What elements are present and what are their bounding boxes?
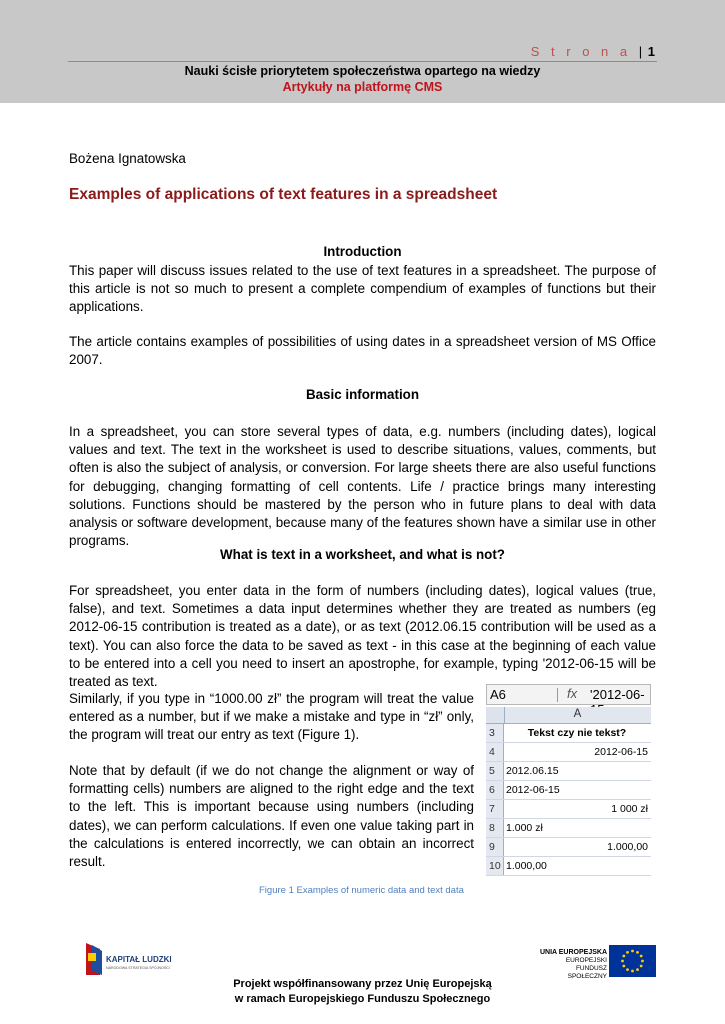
spreadsheet-figure bbox=[486, 684, 651, 876]
eu-line-2: EUROPEJSKI bbox=[565, 957, 607, 964]
text-section-paragraph-2: Similarly, if you type in “1000.00 zł” the program will treat the value entered as a number, but if we make a mistake and type in “zł” only, the program will treat our entry as text (Figure 1). bbox=[69, 691, 474, 743]
basic-info-paragraph: In a spreadsheet, you can store several types of data, e.g. numbers (including dates), logical values and text. The text in the worksheet is used to describe situations, values, comments, but often is also the subject of analysis, or conversion. For large sheets there are also useful functions for debugging, changing formatting of cell contents. Life / practice brings many interesting solutions. Functions should be mastered by the person who in future plans to deal with data analysis or software development, because many of the features shown have a similar use in other programs. bbox=[69, 424, 656, 549]
logo-yellow-shape bbox=[88, 953, 96, 961]
formula-bar-divider bbox=[557, 688, 558, 702]
row-number: 8 bbox=[486, 819, 504, 837]
eu-star bbox=[622, 965, 625, 968]
sheet-row bbox=[486, 724, 651, 743]
eu-fund-label bbox=[537, 949, 607, 981]
page-number-value: 1 bbox=[647, 44, 655, 59]
eu-star bbox=[636, 968, 639, 971]
formula-value: '2012-06- bbox=[590, 687, 645, 702]
page-header bbox=[0, 0, 725, 103]
eu-star bbox=[626, 968, 629, 971]
row-number: 9 bbox=[486, 838, 504, 856]
sheet-row bbox=[486, 819, 651, 838]
sheet-cell: 1.000,00 bbox=[607, 841, 648, 853]
fx-icon: fx bbox=[567, 686, 578, 701]
eu-star bbox=[631, 950, 634, 953]
eu-star bbox=[622, 955, 625, 958]
sheet-row bbox=[486, 838, 651, 857]
sheet-row bbox=[486, 762, 651, 781]
eu-line-1: UNIA EUROPEJSKA bbox=[539, 949, 607, 956]
row-number: 6 bbox=[486, 781, 504, 799]
select-all-corner bbox=[486, 707, 505, 723]
eu-star bbox=[626, 951, 629, 954]
eu-line-3: FUNDUSZ SPOŁECZNY bbox=[567, 965, 607, 980]
page-word: S t r o n a bbox=[530, 44, 632, 59]
author-name: Bożena Ignatowska bbox=[69, 151, 186, 166]
eu-star bbox=[636, 951, 639, 954]
intro-paragraph-2: The article contains examples of possibilities of using dates in a spreadsheet version of MS Office 2007. bbox=[69, 334, 656, 368]
intro-paragraph-1: This paper will discuss issues related to the use of text features in a spreadsheet. The purpose of this article is not so much to present a complete compendium of examples of functions but their applications. bbox=[69, 263, 656, 315]
sheet-cell: 1 000 zł bbox=[611, 803, 648, 815]
header-rule bbox=[68, 61, 657, 62]
column-header bbox=[486, 707, 651, 724]
sheet-cell: 2012.06.15 bbox=[506, 765, 559, 777]
row-number: 5 bbox=[486, 762, 504, 780]
row-number: 4 bbox=[486, 743, 504, 761]
row-number: 3 bbox=[486, 724, 504, 742]
article-title: Examples of applications of text features in a spreadsheet bbox=[69, 186, 498, 203]
logo-kl-subtitle: NARODOWA STRATEGIA SPÓJNOŚCI bbox=[106, 966, 170, 970]
figure-caption: Figure 1 Examples of numeric data and text data bbox=[259, 885, 464, 896]
footer-line-1: Projekt współfinansowany przez Unię Europejską bbox=[233, 978, 492, 990]
sheet-cell: 1.000,00 bbox=[506, 860, 547, 872]
eu-star bbox=[640, 955, 643, 958]
text-section-paragraph-3: Note that by default (if we do not change the alignment or way of formatting cells) numbers are aligned to the right edge and the text to the left. This is important because using numbers (including dates), we can perform calculations. If even one value taking part in the calculations is entered incorrectly, we can obtain an incorrect result. bbox=[69, 763, 474, 870]
header-subtitle: Artykuły na platformę CMS bbox=[282, 80, 443, 94]
eu-flag-icon bbox=[609, 945, 656, 977]
sheet-cell: 2012-06-15 bbox=[506, 784, 560, 796]
text-section-heading: What is text in a worksheet, and what is not? bbox=[220, 547, 505, 562]
row-number: 7 bbox=[486, 800, 504, 818]
header-project-title: Nauki ścisłe priorytetem społeczeństwa opartego na wiedzy bbox=[184, 64, 541, 78]
sheet-row bbox=[486, 743, 651, 762]
text-section-paragraph-1: For spreadsheet, you enter data in the form of numbers (including dates), logical values (true, false), and text. Sometimes a data input determines whether they are treated as numbers (eg 2012-06-15 contribution is treated as a date), or as text (2012.06.15 contribution will be used as a text). You can also force the data to be saved as text - in this case at the beginning of each value to be entered into a cell you need to insert an apostrophe, for example, typing '2012-06-15 will be treated as text. bbox=[69, 583, 656, 690]
cell-reference: A6 bbox=[490, 687, 506, 702]
column-a-label: A bbox=[573, 708, 582, 720]
footer-line-2: w ramach Europejskiego Funduszu Społecznego bbox=[234, 993, 491, 1005]
basic-info-heading: Basic information bbox=[305, 387, 420, 402]
sheet-row bbox=[486, 781, 651, 800]
eu-star bbox=[640, 965, 643, 968]
eu-star bbox=[631, 970, 634, 973]
sheet-row bbox=[486, 800, 651, 819]
sheet-cell: Tekst czy nie tekst? bbox=[527, 727, 627, 739]
intro-heading: Introduction bbox=[323, 244, 402, 259]
logo-kl-title: KAPITAŁ LUDZKI bbox=[106, 955, 172, 964]
page-separator: | bbox=[638, 44, 643, 59]
page-number bbox=[531, 44, 655, 59]
sheet-cell: 2012-06-15 bbox=[594, 746, 648, 758]
row-number: 10 bbox=[486, 857, 504, 875]
sheet-cell: 1.000 zł bbox=[506, 822, 543, 834]
eu-star bbox=[621, 960, 624, 963]
kapital-ludzki-logo bbox=[84, 941, 194, 977]
eu-star bbox=[641, 960, 644, 963]
sheet-row bbox=[486, 857, 651, 876]
formula-bar bbox=[486, 684, 651, 705]
